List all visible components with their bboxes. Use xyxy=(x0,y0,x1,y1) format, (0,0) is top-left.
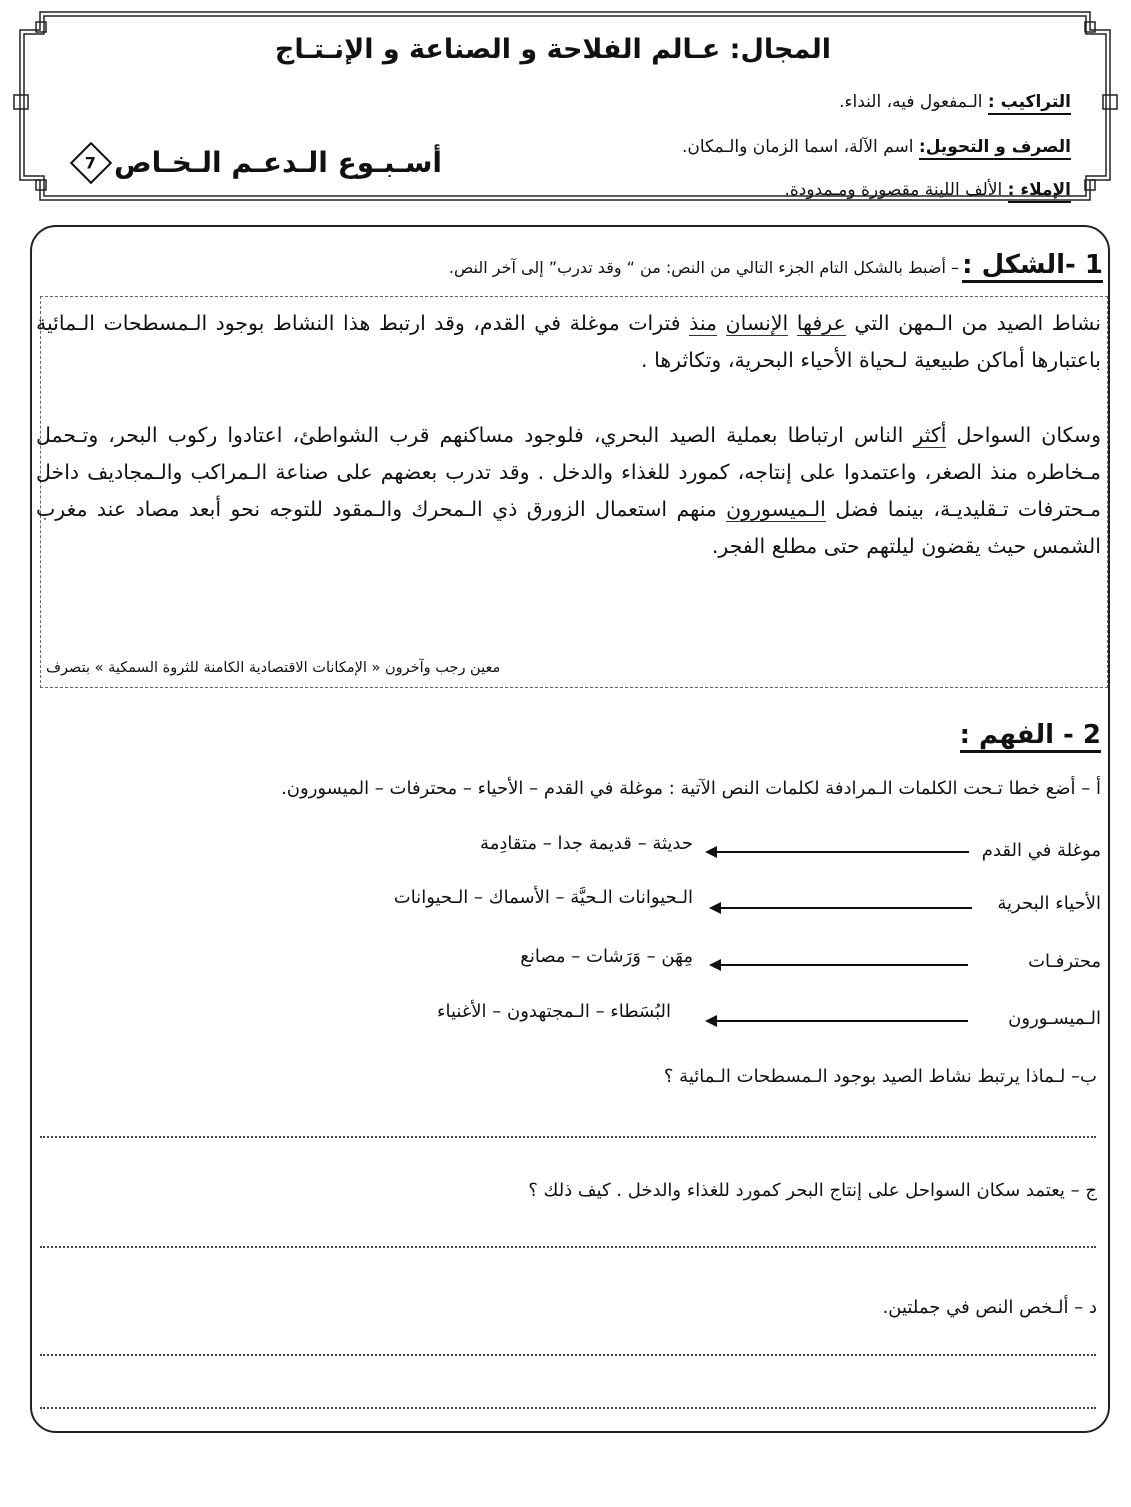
week-title-text: أسـبـوع الـدعـم الـخـاص xyxy=(114,146,443,179)
dictation-value: الألف اللينة مقصورة ومـمدودة. xyxy=(784,180,1003,200)
arrow-left-icon xyxy=(705,846,717,858)
vocab-arrow-line-1 xyxy=(716,851,969,853)
p1-underlined-3: منذ xyxy=(689,311,717,335)
dictation-label: الإملاء : xyxy=(1008,180,1071,203)
grammar-label: التراكيب : xyxy=(988,92,1071,115)
answer-line-b[interactable] xyxy=(40,1136,1096,1138)
section2-title xyxy=(960,720,1101,750)
question-b: ب– لـماذا يرتبط نشاط الصيد بوجود الـمسطحات الـمائية ؟ xyxy=(663,1066,1097,1087)
vocab-word-4: الـميسـورون xyxy=(1008,1008,1101,1029)
vocab-arrow-line-4 xyxy=(716,1020,968,1022)
dictation-row xyxy=(784,180,1071,200)
vocab-options-3: مِهَن – وَرَشات – مصانع xyxy=(520,946,693,967)
p1-part-c xyxy=(717,311,726,335)
morphology-label: الصرف و التحويل: xyxy=(919,137,1071,160)
question-a: أ – أضع خطا تـحت الكلمات الـمرادفة لكلمات النص الآتية : موغلة في القدم – الأحياء – محترفات – الميسورون. xyxy=(281,778,1101,799)
answer-line-c[interactable] xyxy=(40,1246,1096,1248)
morphology-row xyxy=(682,137,1071,157)
paragraph-2 xyxy=(36,417,1101,565)
answer-line-d-1[interactable] xyxy=(40,1354,1096,1356)
p2-underlined-2: الـميسورون xyxy=(726,497,826,521)
p2-part-a: وسكان السواحل xyxy=(946,423,1101,447)
paragraph-1 xyxy=(36,305,1101,379)
p2-part-b: الناس ارتباطا بعملية الصيد البحري، فلوجود مساكنهم قرب الشواطئ، اعتادوا ركوب البحر، وتـحمل مـخاطره منذ الصغر، واعتمدوا على إنتاجه، كمورد للغذاء والدخل . وقد تدرب بعضهم على صناعة الـمراكب والـمجاديف داخل مـحترفات تـقليديـة، بينما فضل xyxy=(36,423,1101,521)
arrow-left-icon xyxy=(709,902,721,914)
arrow-left-icon xyxy=(705,1015,717,1027)
header-title: المجال: عـالم الفلاحة و الصناعة و الإنـتـاج xyxy=(274,34,831,65)
vocab-options-2: الـحيوانات الـحيَّة – الأسماك – الـحيوانات xyxy=(393,887,693,908)
vocab-word-3: محترفـات xyxy=(1028,951,1101,972)
morphology-value: اسم الآلة، اسما الزمان والـمكان. xyxy=(681,137,914,157)
vocab-options-4: البُسَطاء – الـمجتهدون – الأغنياء xyxy=(437,1001,671,1022)
question-c: ج – يعتمد سكان السواحل على إنتاج البحر كمورد للغذاء والدخل . كيف ذلك ؟ xyxy=(528,1180,1097,1201)
p2-part-c: منهم استعمال الزورق ذي الـمحرك والـمقود للتوجه نحو أبعد مصاد عند مغرب الشمس حيث يقضون ليلتهم حتى مطلع الفجر. xyxy=(36,497,1101,558)
grammar-row xyxy=(839,92,1071,112)
section1-instruction: – أضبط بالشكل التام الجزء التالي من النص: من “ وقد تدرب” إلى آخر النص. xyxy=(448,258,959,277)
vocab-word-2: الأحياء البحرية xyxy=(997,893,1101,914)
week-title xyxy=(70,146,442,179)
answer-line-d-2[interactable] xyxy=(40,1407,1096,1409)
text-source: معين رجب وآخرون « الإمكانات الاقتصادية الكامنة للثروة السمكية » بتصرف xyxy=(46,660,501,676)
week-number-badge xyxy=(70,141,112,183)
p1-part-b xyxy=(788,311,797,335)
p1-part-a: نشاط الصيد من الـمهن التي xyxy=(845,311,1101,335)
grammar-value: الـمفعول فيه، النداء. xyxy=(839,92,983,112)
arrow-left-icon xyxy=(709,959,721,971)
vocab-arrow-line-2 xyxy=(720,907,972,909)
vocab-word-1: موغلة في القدم xyxy=(981,840,1101,861)
p1-underlined-2: الإنسان xyxy=(725,311,789,335)
section1-title xyxy=(962,250,1103,280)
p1-part-d: فترات موغلة في القدم، وقد ارتبط هذا النشاط بوجود الـمسطحات الـمائية باعتبارها أماكن طبيعية لـحياة الأحياء البحرية، وتكاثرها . xyxy=(36,311,1101,372)
week-number: 7 xyxy=(85,153,97,173)
vocab-arrow-line-3 xyxy=(720,964,968,966)
vocab-options-1: حديثة – قديمة جدا – متقادِمة xyxy=(480,833,693,854)
p2-underlined-1: أكثر xyxy=(913,423,947,447)
question-d: د – ألـخص النص في جملتين. xyxy=(882,1297,1097,1318)
p1-underlined-1: عرفها xyxy=(796,311,846,335)
section2-title-text: 2 - الفهم : xyxy=(960,720,1101,753)
section1-title-text: 1 -الشكل : xyxy=(962,250,1103,283)
